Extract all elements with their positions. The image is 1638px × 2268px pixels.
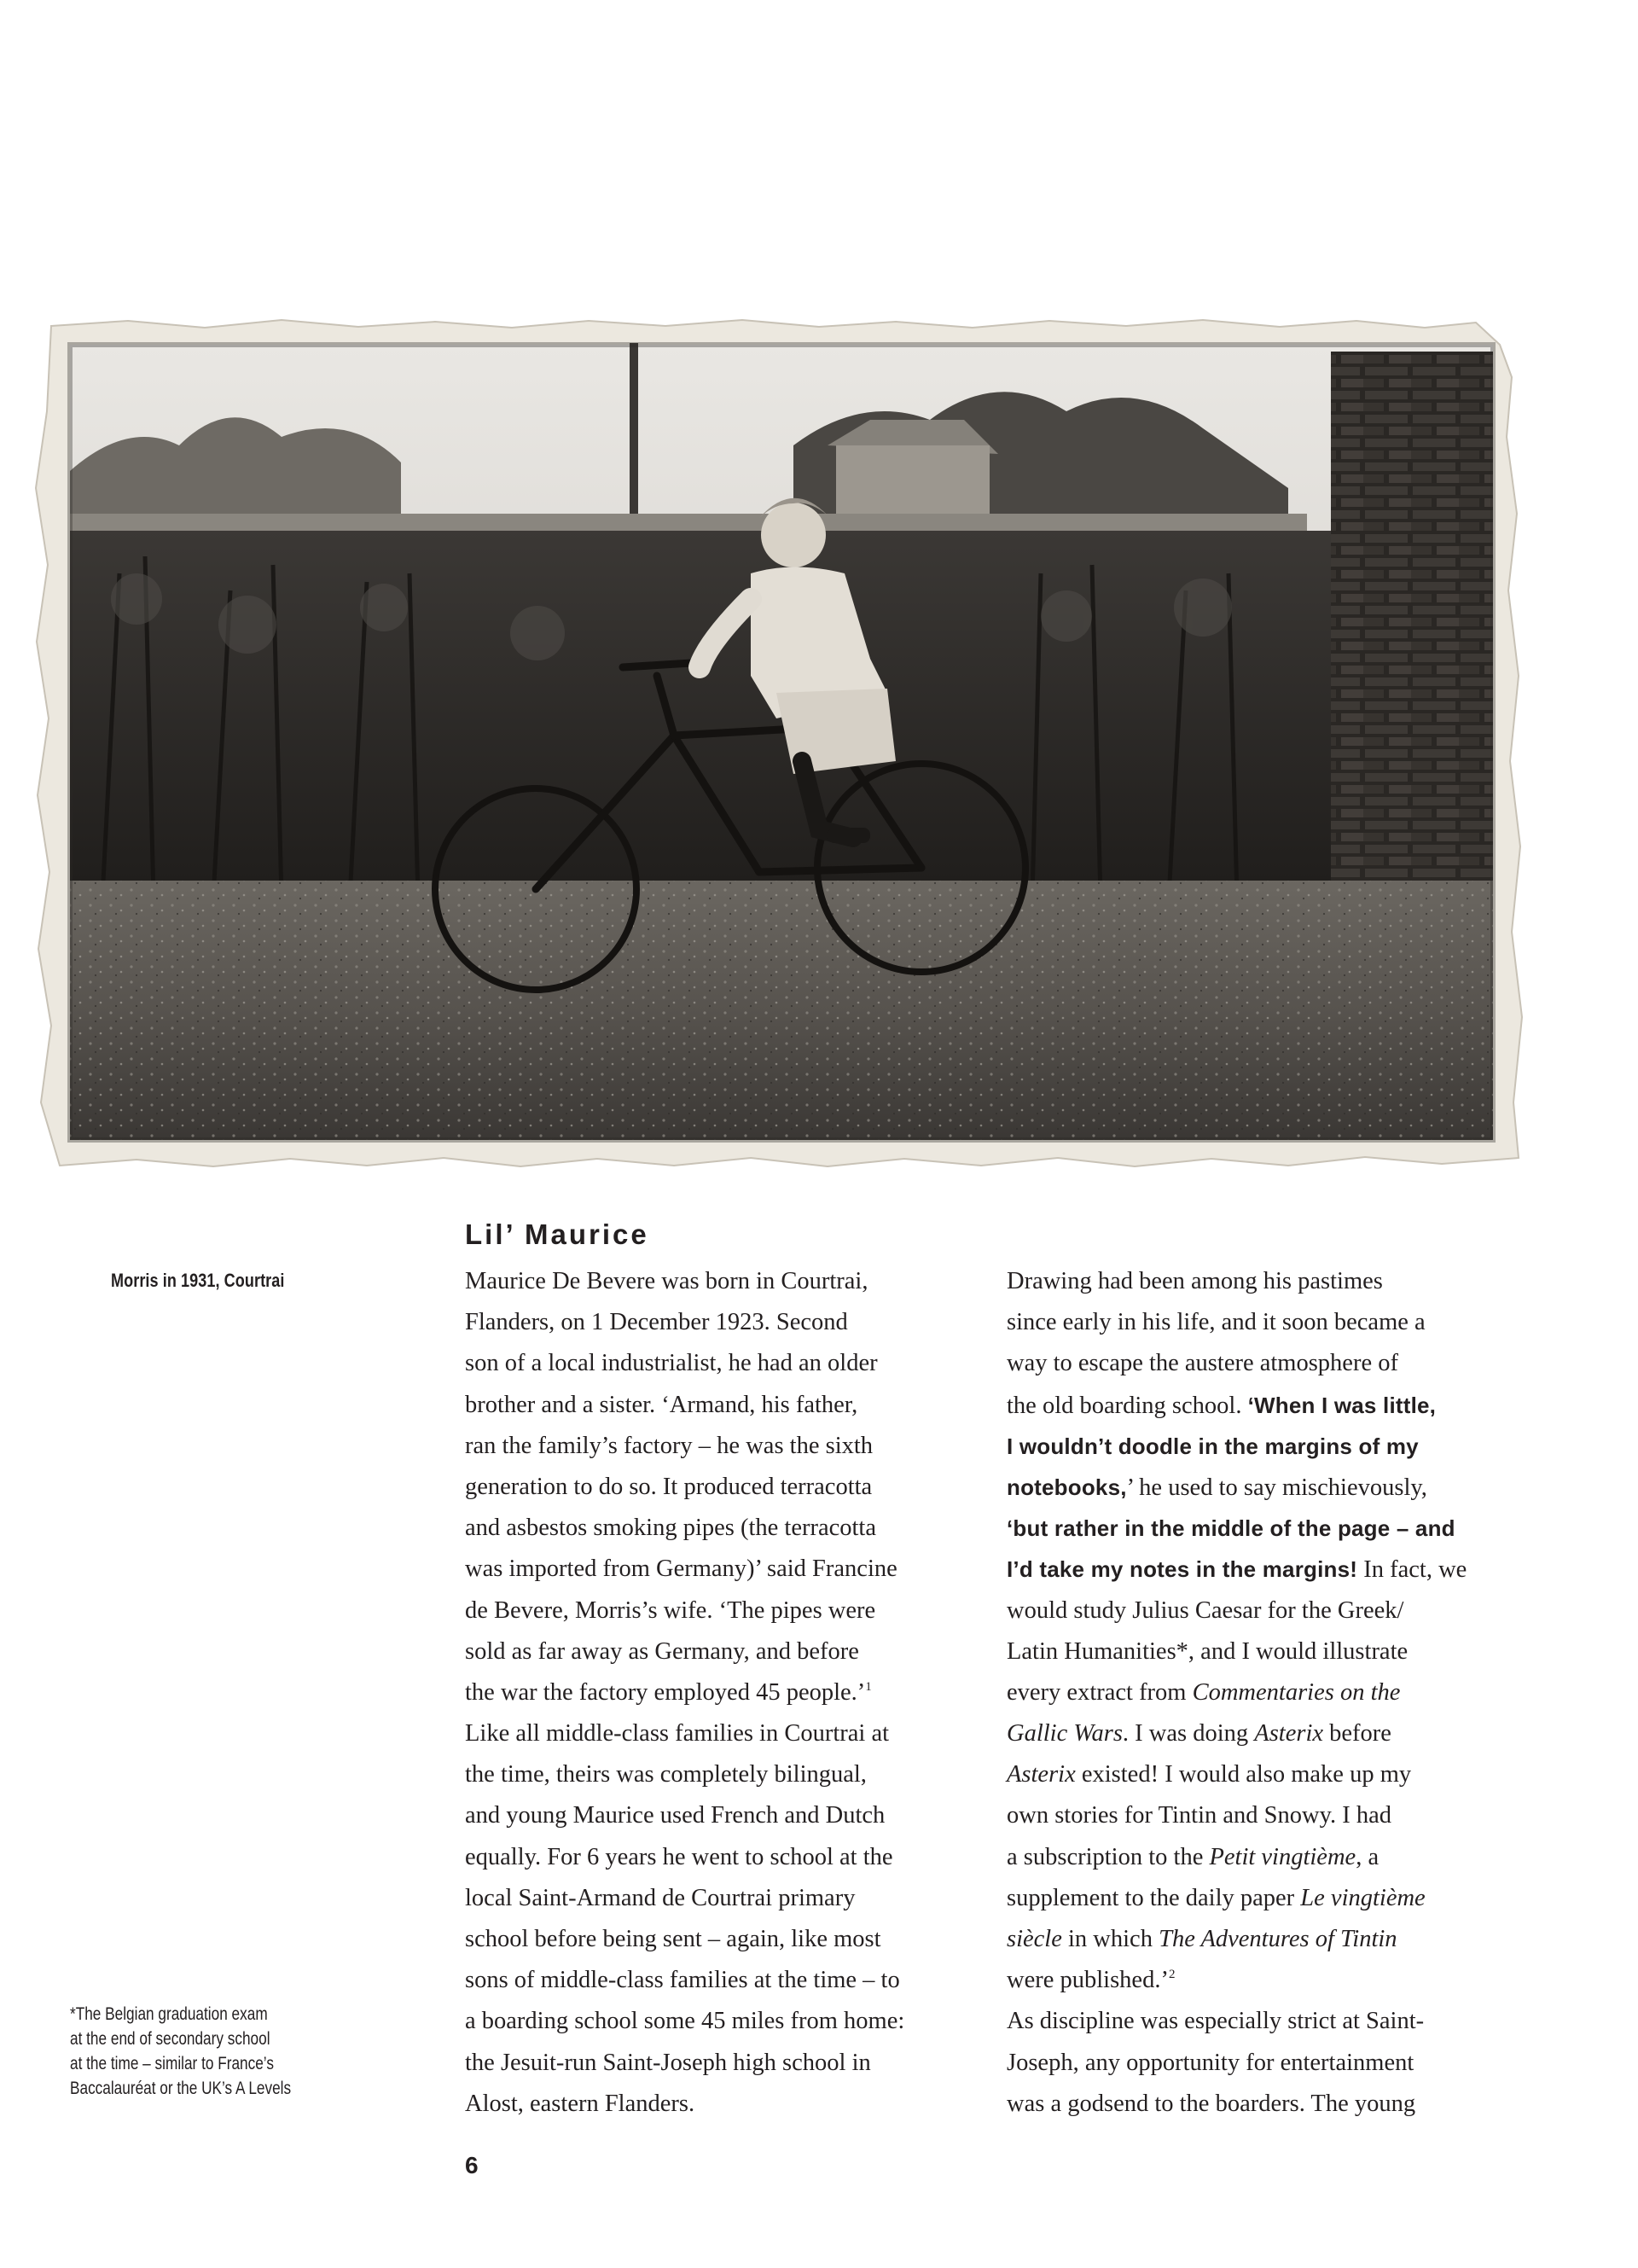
page-number: 6	[465, 2152, 479, 2178]
text-line: brother and a sister. ‘Armand, his father,	[465, 1391, 858, 1418]
text-line	[1007, 1549, 1536, 1590]
text-run: were published.’	[1007, 1967, 1169, 1994]
text-line: would study Julius Caesar for the Greek/	[1007, 1596, 1404, 1624]
text-line	[1007, 1467, 1536, 1508]
text-line: and asbestos smoking pipes (the terracotta	[465, 1515, 876, 1542]
text-line: a boarding school some 45 miles from home:	[465, 2008, 905, 2035]
title-italic: Asterix	[1254, 1720, 1324, 1748]
quote-bold-line: ‘but rather in the middle of the page – and	[1007, 1515, 1455, 1542]
text-run: ’ he used to say mischievously,	[1126, 1474, 1427, 1501]
endnote-marker: 1	[865, 1679, 872, 1694]
text-run: the war the factory employed 45 people.’	[465, 1678, 866, 1706]
text-line: the time, theirs was completely bilingual,	[465, 1761, 867, 1788]
text-run: supplement to the daily paper	[1007, 1884, 1301, 1911]
text-run: the old boarding school.	[1007, 1392, 1248, 1419]
text-line: local Saint-Armand de Courtrai primary	[465, 1884, 856, 1911]
text-line	[1007, 1878, 1536, 1919]
text-line: Latin Humanities*, and I would illustrate	[1007, 1637, 1409, 1665]
text-line: since early in his life, and it soon became a	[1007, 1309, 1426, 1336]
title-italic: Petit vingtième	[1209, 1843, 1356, 1870]
text-run: . I was doing	[1122, 1720, 1255, 1748]
quote-bold: notebooks,	[1007, 1474, 1127, 1500]
text-line: Flanders, on 1 December 1923. Second	[465, 1309, 848, 1336]
text-line: Like all middle-class families in Courtrai at	[465, 1720, 890, 1748]
text-line: equally. For 6 years he went to school at the	[465, 1843, 893, 1870]
text-line: de Bevere, Morris’s wife. ‘The pipes were	[465, 1596, 876, 1624]
text-run: existed! I would also make up my	[1075, 1761, 1412, 1788]
photo-frame	[26, 317, 1536, 1171]
title-italic: The Adventures of Tintin	[1159, 1926, 1397, 1952]
text-line: was imported from Germany)’ said Francine	[465, 1556, 897, 1583]
title-italic: siècle	[1007, 1926, 1062, 1952]
title-italic: Gallic Wars	[1007, 1720, 1123, 1748]
text-line	[1007, 1713, 1536, 1754]
text-line	[1007, 1672, 1536, 1713]
photo-image	[26, 317, 1536, 1171]
text-line	[1007, 1919, 1536, 1960]
text-run: a subscription to the	[1007, 1843, 1210, 1870]
photo-caption: Morris in 1931, Courtrai	[111, 1270, 285, 1291]
text-run: In fact, we	[1357, 1556, 1467, 1584]
title-italic: Asterix	[1007, 1761, 1076, 1788]
footnote-line: at the end of secondary school	[70, 2029, 270, 2049]
text-line: Alost, eastern Flanders.	[465, 2090, 695, 2117]
text-line: way to escape the austere atmosphere of	[1007, 1350, 1398, 1377]
text-line	[1007, 1754, 1536, 1795]
title-italic: Commentaries on the	[1192, 1678, 1401, 1706]
text-line: ran the family’s factory – he was the sixth	[465, 1432, 874, 1459]
text-line: was a godsend to the boarders. The young	[1007, 2090, 1416, 2117]
quote-bold-line: I wouldn’t doodle in the margins of my	[1007, 1433, 1419, 1459]
quote-bold: I’d take my notes in the margins!	[1007, 1556, 1358, 1583]
footnote-line: Baccalauréat or the UK’s A Levels	[70, 2079, 292, 2098]
text-line: Drawing had been among his pastimes	[1007, 1268, 1383, 1294]
footnote-line: *The Belgian graduation exam	[70, 2004, 268, 2024]
text-line: sold as far away as Germany, and before	[465, 1637, 859, 1665]
section-title: Lil’ Maurice	[465, 1218, 649, 1250]
title-italic: Le vingtième	[1300, 1884, 1426, 1911]
text-line	[1007, 1837, 1536, 1878]
text-line: own stories for Tintin and Snowy. I had	[1007, 1802, 1391, 1829]
text-line: son of a local industrialist, he had an older	[465, 1350, 878, 1377]
text-run: , a	[1356, 1843, 1380, 1870]
text-line: Joseph, any opportunity for entertainment	[1007, 2049, 1414, 2076]
text-line	[465, 1672, 994, 1713]
text-run: in which	[1061, 1926, 1159, 1952]
article-column-2	[1007, 1261, 1536, 2125]
text-run: every extract from	[1007, 1678, 1193, 1706]
endnote-marker: 2	[1168, 1968, 1176, 1982]
text-line: generation to do so. It produced terracotta	[465, 1473, 873, 1500]
text-run: before	[1323, 1720, 1391, 1748]
text-line: school before being sent – again, like most	[465, 1926, 881, 1952]
text-line	[1007, 1385, 1536, 1426]
text-line: and young Maurice used French and Dutch	[465, 1802, 886, 1829]
article-column-1	[465, 1261, 994, 2125]
text-line: As discipline was especially strict at Saint-	[1007, 2008, 1425, 2035]
footnote	[70, 2002, 336, 2101]
text-line: Maurice De Bevere was born in Courtrai,	[465, 1268, 868, 1294]
footnote-line: at the time – similar to France’s	[70, 2054, 274, 2073]
text-line: sons of middle-class families at the time – to	[465, 1967, 900, 1994]
text-line	[1007, 1960, 1536, 2001]
quote-bold: ‘When I was little,	[1247, 1392, 1437, 1418]
text-line: the Jesuit-run Saint-Joseph high school in	[465, 2049, 871, 2076]
